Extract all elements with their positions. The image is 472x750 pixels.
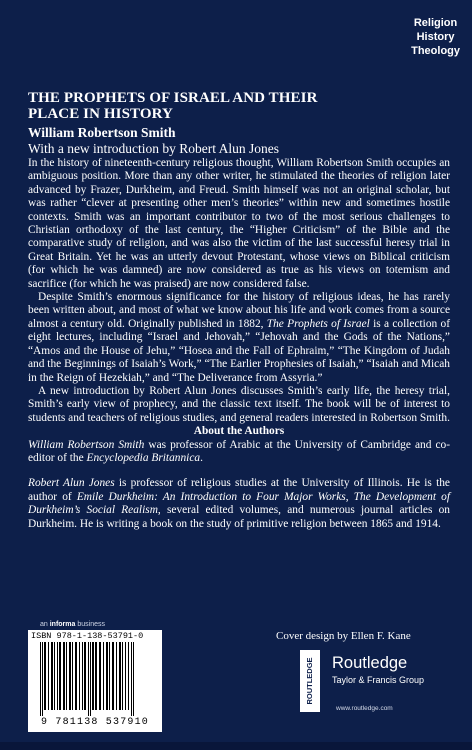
barcode-bar [106,642,108,710]
bio-smith-name: William Robertson Smith [28,438,145,451]
publisher-name: Routledge [332,654,408,672]
introduction-credit: With a new introduction by Robert Alun Jones [28,141,280,156]
barcode-bar [88,642,89,716]
cover-design-credit: Cover design by Ellen F. Kane [276,630,411,642]
subject-theology: Theology [411,45,460,57]
barcode-bar [109,642,110,710]
isbn-barcode [28,630,162,732]
barcode-bar [79,642,80,710]
bio-smith-work: Encyclopedia Britannica [86,451,201,464]
title-line-1: THE PROPHETS OF ISRAEL AND THEIR [28,90,318,106]
bio-jones-text-a: is professor of religious studies at the University of Illinois. He is the author of [28,477,450,503]
author-bio-smith [28,439,450,466]
blurb-paragraph-3: A new introduction by Robert Alun Jones discusses Smith’s early life, the heresy trial, Smith’s early view of prophecy, and the classic text itself. The book will be of interest to students and teachers of religious studies, and general readers interested in Robertson Smith. [28,384,450,424]
blurb-text [28,157,450,531]
barcode-bar [59,642,61,710]
barcode-bar [119,642,121,710]
book-title [28,90,448,122]
bio-jones-work-1: Emile Durkheim: An Introduction to Four Major Works [76,490,346,503]
barcode-bar [92,642,94,710]
informa-brand: informa [49,621,76,628]
barcode-bar [72,642,73,710]
barcode-bar [131,642,132,716]
barcode-bar [84,642,86,710]
routledge-logo-icon [300,650,320,712]
barcode-bar [54,642,55,710]
author-bio-jones [28,477,450,531]
isbn-label: ISBN 978-1-138-53791-0 [31,631,144,641]
subject-categories [411,16,460,58]
bio-jones-text-c: , several edited volumes, and numerous journal articles on Durkheim. He is writing a book on the study of primitive religion between 1865 and 1914. [28,504,450,530]
barcode-bar [125,642,126,710]
barcode-bars [40,642,152,716]
barcode-bar [128,642,129,710]
barcode-bar [57,642,58,710]
barcode-bar [122,642,123,710]
subject-religion: Religion [413,17,458,29]
informa-prefix: an [40,621,50,628]
bio-jones-work-2: The Development of Durkheim’s Social Realism [28,490,450,517]
barcode-bar [82,642,83,710]
title-line-2: PLACE IN HISTORY [28,106,173,122]
barcode-bar [90,642,91,716]
barcode-bar [99,642,101,710]
publisher-url: www.routledge.com [336,705,393,712]
barcode-bar [133,642,134,716]
bio-smith-text-b: . [200,451,203,464]
barcode-bar [95,642,97,710]
bio-jones-name: Robert Alun Jones [28,477,115,490]
barcode-bar [112,642,114,710]
blurb-paragraph-2-start: Despite Smith’s enormous significance for the history of religious ideas, he has rarely been written about, and most of what we know about his life and work comes from a source almost a century old. Originally published in 1882, [28,291,450,330]
barcode-bar [69,642,71,710]
isbn-digits: 9 781138 537910 [40,717,149,728]
barcode-bar [75,642,77,710]
barcode-bar [42,642,43,716]
barcode-bar [103,642,104,710]
barcode-bar [66,642,67,710]
barcode-bar [116,642,117,710]
blurb-paragraph-2-end: is a collection of eight lectures, including “Israel and Jehovah,” “Jehovah and the Gods of the Nations,” “Amos and the House of Jehu,” “Hosea and the Fall of Ephraim,” “The Kingdom of Judah and the Beginnings of Isaiah’s Work,” “The Earlier Prophesies of Isaiah,” “Isaiah and Micah in the Reign of Hezekiah,” and “The Deliverance from Assyria.” [28,317,450,384]
publisher-group: Taylor & Francis Group [332,675,425,685]
barcode-bar [51,642,53,710]
blurb-paragraph-1: In the history of nineteenth-century religious thought, William Robertson Smith occupies an ambiguous position. More than any other writer, he stimulated the theories of religion later advanced by Frazer, Durkheim, and Freud. Smith himself was not an original scholar, but was rather “clever at presenting other men’s theories” within new and sometimes hostile contexts. Smith was an important contributor to two of the most serious challenges to Christian orthodoxy of the last century, the “Higher Criticism” of the Bible and the comparative study of religion, and was also the victim of the last successful heresy trial in Great Britain. Yet he was an utterly devout Protestant, whose views on Biblical criticism (for which he was damned) are now considered as true as his views on totemism and sacrifice (for which he was praised) are now considered false. [28,157,450,290]
barcode-bar [40,642,41,716]
about-authors-heading: About the Authors [193,425,285,438]
informa-suffix: business [75,621,105,628]
publisher-block [300,650,450,720]
bio-smith-text-a: was professor of Arabic at the University of Cambridge and co-editor of the [28,438,451,464]
bottom-edge [0,742,472,750]
routledge-logo-text: ROUTLEDGE [304,657,314,705]
author-name: William Robertson Smith [28,125,176,140]
blurb-paragraph-2 [28,291,450,385]
bio-jones-text-b: , [345,490,354,503]
informa-business-mark [40,621,105,628]
barcode-bar [48,642,49,710]
barcode-bar [44,642,46,710]
barcode-bar [63,642,65,710]
book-title-italic: The Prophets of Israel [266,317,370,330]
subject-history: History [416,31,455,43]
